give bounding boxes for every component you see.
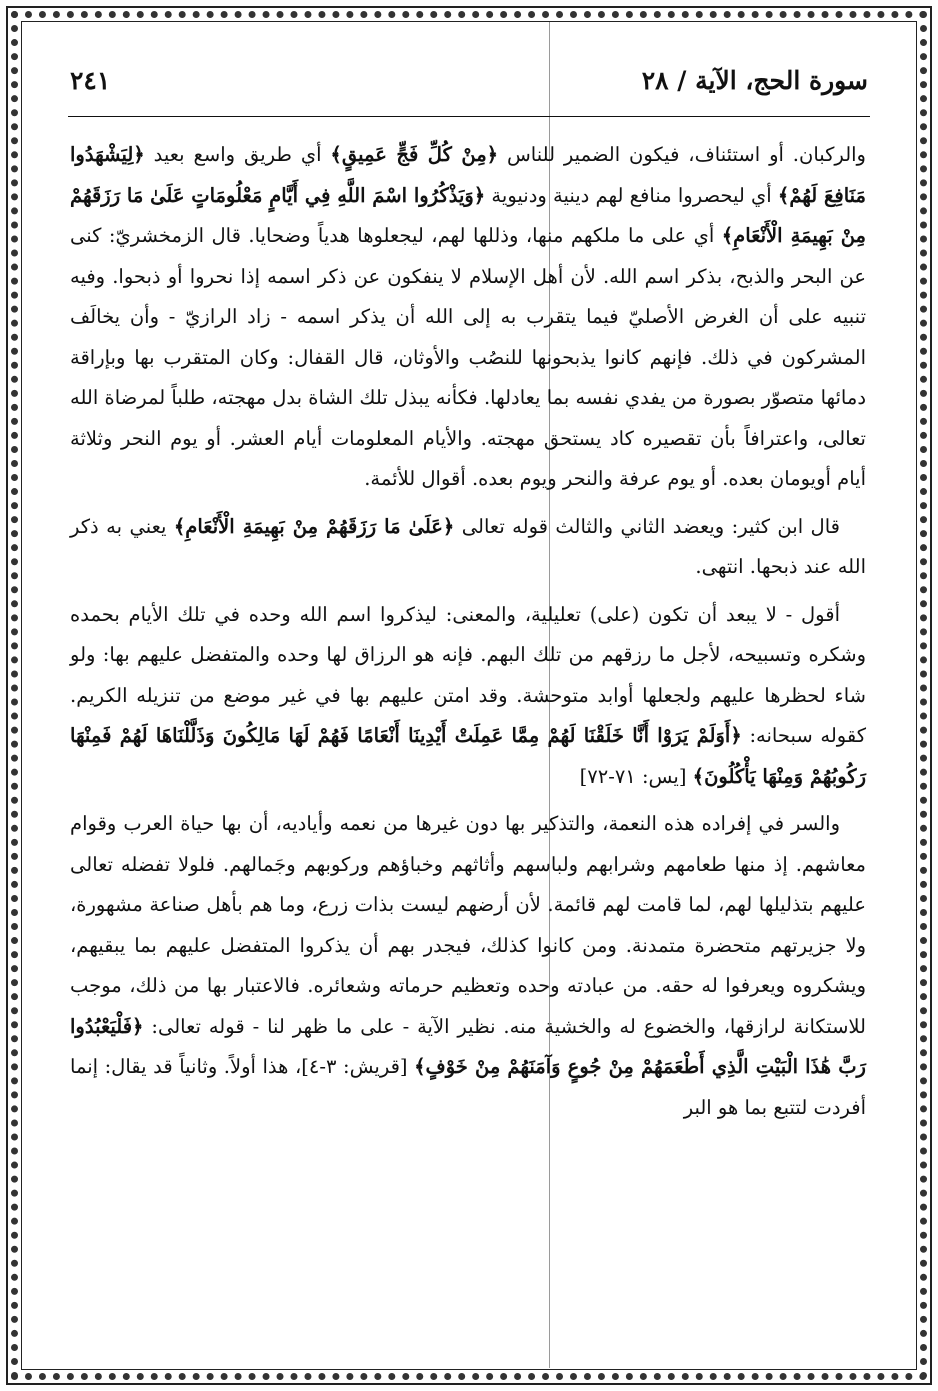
paragraph	[70, 135, 866, 500]
text-segment: [يس: ٧١-٧٢]	[579, 764, 693, 788]
text-segment: أقول - لا يبعد أن تكون (على) تعليلية، والمعنى: ليذكروا اسم الله وحده في تلك الأيام بحمده وشكره وتسبيحه، لأجل ما رزقهم من تلك البهم. فإنه هو الرزاق لها وحده والمتفضل عليهم بها: ولو شاء لحظرها عليهم ولجعلها أوابد متوحشة. وقد امتن عليهم بها في غير موضع من تنزيله الكريم. كقوله سبحانه:	[70, 602, 866, 747]
quran-quote: ﴿أَوَلَمْ يَرَوْا أَنَّا خَلَقْنَا لَهُمْ مِمَّا عَمِلَتْ أَيْدِينَا أَنْعَامًا فَهُمْ لَهَا مَالِكُونَ وَذَلَّلْنَاهَا لَهُمْ فَمِنْهَا رَكُوبُهُمْ وَمِنْهَا يَأْكُلُونَ﴾	[70, 724, 866, 788]
text-segment: أي ليحصروا منافع لهم دينية ودنيوية	[485, 183, 778, 207]
body-text	[70, 135, 866, 1128]
paragraph	[70, 507, 866, 588]
page-number: ٢٤١	[70, 66, 111, 95]
text-segment: [قريش: ٣-٤]، هذا أولاً. وثانياً قد يقال: إنما أفردت لتتبع بما هو البر	[70, 1055, 866, 1119]
text-segment: قال ابن كثير: ويعضد الثاني والثالث قوله تعالى	[454, 514, 840, 538]
quran-quote: ﴿فَلْيَعْبُدُوا رَبَّ هَٰذَا الْبَيْتِ الَّذِي أَطْعَمَهُمْ مِنْ جُوعٍ وَآمَنَهُمْ مِنْ خَوْفٍ﴾	[70, 1014, 866, 1078]
header-rule	[68, 116, 870, 117]
text-segment: يعني به ذكر الله عند ذبحها. انتهى.	[70, 514, 866, 578]
text-segment: والسر في إفراده هذه النعمة، والتذكير بها دون غيرها من نعمه وأياديه، أن بها حياة العرب وقوام معاشهم. إذ منها طعامهم وشرابهم ولباسهم وأثاثهم وخباؤهم وركوبهم وجَمالهم. فلولا تفضله تعالى عليهم بتذليلها لهم، لما قامت لهم قائمة. لأن أرضهم ليست بذات زرع، وما هم بأهل صناعة مشهورة، ولا جزيرتهم متحضرة متمدنة. ومن كانوا كذلك، فيجدر بهم أن يذكروا المتفضل عليهم بما يبقيهم، ويشكروه ويعرفوا له حقه. من عبادته وحده وتعظيم حرماته وشعائره. فالاعتبار بها من ذلك، موجب للاستكانة لرازقها، والخضوع له والخشية منه. نظير الآية - على ما ظهر لنا - قوله تعالى:	[70, 812, 866, 1038]
paragraph	[70, 804, 866, 1128]
text-segment: أي طريق واسع بعيد	[144, 143, 331, 166]
paragraph	[70, 595, 866, 798]
text-segment: أي على ما ملكهم منها، وذللها لهم، ليجعلوها هدياً وضحايا. قال الزمخشريّ: كنى عن البحر والذبح، بذكر اسم الله. لأن أهل الإسلام لا ينفكون عن ذكر اسمه إذا نحروا أو ذبحوا. وفيه تنبيه على أن الغرض الأصليّ فيما يتقرب به إلى الله أن يذكر اسمه - زاد الرازيّ - وأن يخالَف المشركون في ذلك. فإنهم كانوا يذبحونها للنصُب والأوثان، قال القفال: وكان المتقرب بها وبإراقة دمائها متصوّر بصورة من يفدي نفسه بما يعادلها. فكأنه يبذل تلك الشاة بدل مهجته، طلباً لمرضاة الله تعالى، واعترافاً بأن تقصيره كاد يستحق مهجته. والأيام المعلومات أيام العشر. أو يوم النحر وثلاثة أيام أويومان بعده. أو يوم عرفة والنحر ويوم بعده. أقوال للأئمة.	[70, 224, 866, 490]
quran-quote: ﴿عَلَىٰ مَا رَزَقَهُمْ مِنْ بَهِيمَةِ الْأَنْعَامِ﴾	[173, 514, 455, 538]
quran-quote: ﴿مِنْ كُلِّ فَجٍّ عَمِيقٍ﴾	[330, 143, 499, 166]
running-title: سورة الحج، الآية / ٢٨	[641, 66, 868, 95]
quran-quote: ﴿وَيَذْكُرُوا اسْمَ اللَّهِ فِي أَيَّامٍ مَعْلُومَاتٍ عَلَىٰ مَا رَزَقَهُمْ مِنْ بَهِيمَةِ الْأَنْعَامِ﴾	[70, 183, 866, 247]
text-segment: والركبان. أو استئناف، فيكون الضمير للناس	[498, 143, 866, 166]
page-header	[70, 66, 868, 106]
quran-quote: ﴿لِيَشْهَدُوا مَنَافِعَ لَهُمْ﴾	[70, 143, 866, 207]
